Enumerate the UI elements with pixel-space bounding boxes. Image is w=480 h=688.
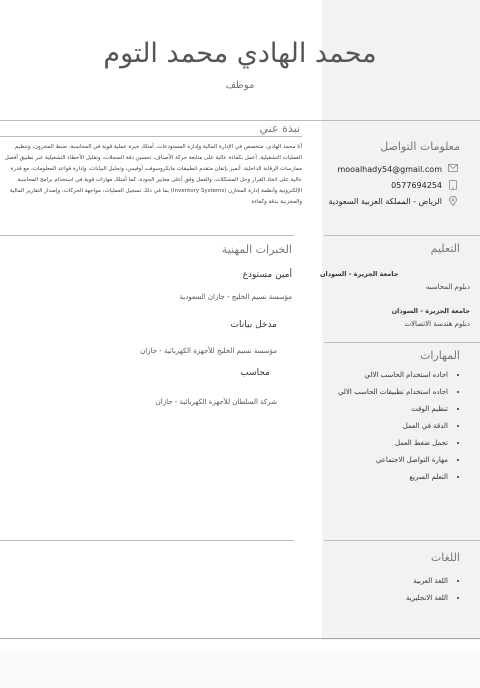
skills-title: المهارات <box>420 349 460 362</box>
experience-title: الخبرات المهنية <box>221 243 292 256</box>
job-title-2: مدخل بيانات <box>230 320 277 330</box>
job-title-3: محاسب <box>240 368 270 378</box>
education-degree-1: دبلوم المحاسبه <box>425 283 470 291</box>
experience-top-divider <box>0 235 294 236</box>
job-company-2: مؤسسة نسيم الخليج للأجهزة الكهربائية - جازان <box>140 347 277 355</box>
languages-title: اللغات <box>430 551 460 564</box>
language-item: • اللغة العربية <box>330 576 448 587</box>
page-bottom-band <box>0 652 480 688</box>
skill-item: • تنظيم الوقت <box>330 404 448 415</box>
languages-list <box>330 576 460 610</box>
contact-phone-row[interactable] <box>391 180 458 190</box>
education-title: التعليم <box>430 242 460 255</box>
job-title-1: أمين مستودع <box>242 270 292 280</box>
page-bottom-divider <box>0 638 480 639</box>
header-divider <box>0 120 480 121</box>
phone-icon <box>448 180 458 190</box>
skill-item: • مهارة التواصل الاجتماعي <box>330 455 448 466</box>
contact-email-row[interactable] <box>337 164 458 174</box>
about-underline <box>0 136 302 137</box>
job-company-3: شركة السلطان للأجهزة الكهربائية - جازان <box>155 398 277 406</box>
job-company-1: مؤسسة نسيم الخليج - جازان السعودية <box>179 293 292 301</box>
resume-role: موظف <box>225 80 255 91</box>
skill-item: • اجاده استخدام تطبيقات الحاسب الالي <box>330 387 448 398</box>
contact-phone[interactable]: 0577694254 <box>391 180 442 190</box>
contact-email[interactable]: mooalhady54@gmail.com <box>337 164 442 174</box>
skill-item: • الدقة في العمل <box>330 421 448 432</box>
language-item: • اللغة الانجليزية <box>330 593 448 604</box>
skill-item: • تحمل ضغط العمل <box>330 438 448 449</box>
education-degree-2: دبلوم هندسة الاتصالات <box>404 320 470 328</box>
contact-title: معلومات التواصل <box>380 140 460 153</box>
envelope-icon <box>448 164 458 174</box>
education-school-1-text: جامعة الجزيرة - السودان <box>320 270 399 278</box>
education-school-2: جامعة الجزيرة - السودان <box>391 307 470 315</box>
about-title: نبذة عني <box>259 122 300 135</box>
main-bottom-divider <box>0 540 294 541</box>
contact-location: الرياض - المملكة العربية السعودية <box>328 196 442 206</box>
contact-location-row <box>329 196 458 206</box>
skill-item: • اجاده استخدام الحاسب الالي <box>330 370 448 381</box>
resume-name: محمد الهادي محمد التوم <box>103 38 377 69</box>
skills-list <box>330 370 460 489</box>
map-pin-icon <box>448 196 458 206</box>
about-text: أنا محمد الهادي، متخصص في الإدارة المالية وإدارة المستودعات. أمتلك خبرة عملية قوية في المحاسبة، ضبط المخزون، وتنظيم العمليات التشغيلية. أعمل بكفاءة عالية على متابعة حركة الأصناف، تحسين دقة السجلات، وتقليل الأخطاء التشغيلية عبر تطبيق أفضل ممارسات الرقابة الداخلية. أتميز بإتقان متقدم لتطبيقات مايكروسوفت أوفيس، وتحليل البيانات، وإدارة قواعد المعلومات، مع قدرة عالية على اتخاذ القرار وحل المشكلات، والعمل وفق أعلى معايير الجودة. كما أمتلك مهارات قوية في استخدام برامج المحاسبة الإلكترونية وأنظمة إدارة المخازن (Inventory Systems) بما في ذلك تسجيل العمليات، مواجهة الحركات، وإصدار التقارير المالية والمخزنية بدقة وكفاءة <box>4 144 302 205</box>
education-school-1 <box>320 270 470 278</box>
skill-item: • التعلم السريع <box>330 472 448 483</box>
education-top-divider <box>324 235 480 236</box>
skills-top-divider <box>324 342 480 343</box>
languages-top-divider <box>324 540 480 541</box>
